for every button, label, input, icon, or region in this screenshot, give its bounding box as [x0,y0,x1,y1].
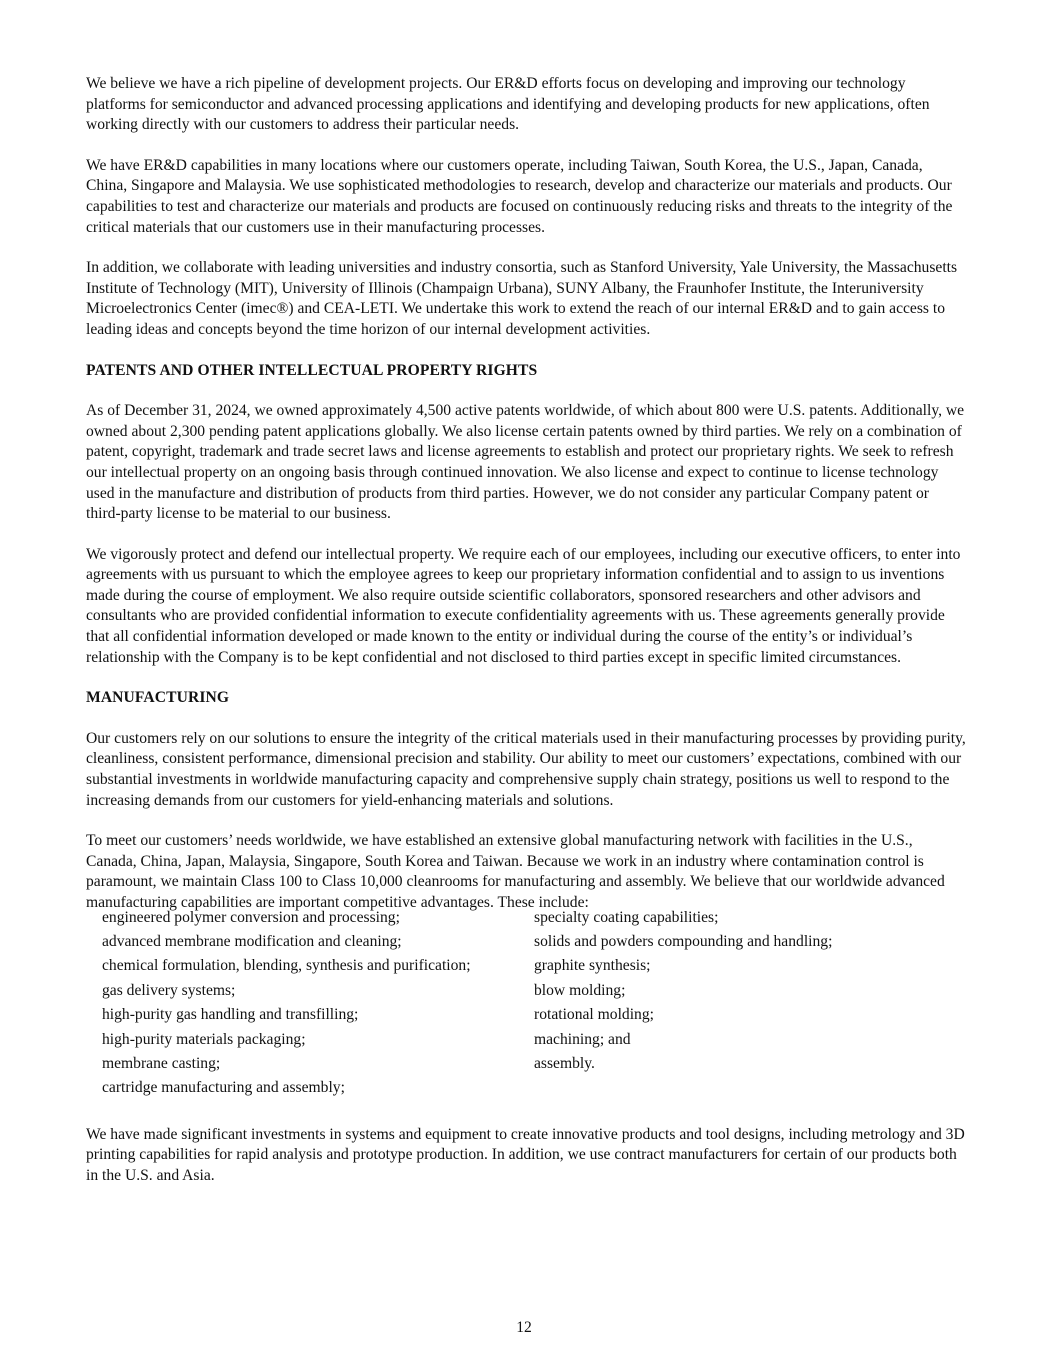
patents-heading: PATENTS AND OTHER INTELLECTUAL PROPERTY RIGHTS [86,361,538,379]
capabilities-list-left [102,908,534,1103]
list-item: specialty coating capabilities; [534,908,719,926]
list-item: cartridge manufacturing and assembly; [102,1079,345,1097]
manufacturing-heading: MANUFACTURING [86,689,230,707]
capabilities-list [102,908,974,1103]
manufacturing-network-paragraph: To meet our customers’ needs worldwide, we have established an extensive global manufacturing network with facilities in the U.S., Canada, China, Japan, Malaysia, Singapore, South Korea and Taiwan. Because we work in an industry where contamination control is paramount, we maintain Class 100 to Class 10,000 cleanrooms for manufacturing and assembly. We believe that our worldwide advanced manufacturing capabilities are important competitive advantages. These include: [86,832,945,911]
list-item: membrane casting; [102,1054,221,1072]
manufacturing-integrity-paragraph: Our customers rely on our solutions to ensure the integrity of the critical materials used in their manufacturing processes by providing purity, cleanliness, consistent performance, dimensional precision and stability. Our ability to meet our customers’ expectations, combined with our substantial investments in worldwide manufacturing capacity and comprehensive supply chain strategy, positions us well to respond to the increasing demands from our customers for yield-enhancing materials and solutions. [86,729,966,809]
page-number: 12 [516,1319,532,1336]
list-item: machining; and [534,1030,631,1048]
manufacturing-investments-paragraph: We have made significant investments in systems and equipment to create innovative products and tool designs, including metrology and 3D printing capabilities for rapid analysis and prototype production. In addition, we use contract manufacturers for certain of our products both in the U.S. and Asia. [86,1125,965,1184]
capabilities-list-right [534,908,974,1103]
list-item: high-purity gas handling and transfilling; [102,1006,359,1024]
erd-collaboration-paragraph: In addition, we collaborate with leading universities and industry consortia, such as Stanford University, Yale University, the Massachusetts Institute of Technology (MIT), University of Illinois (Champaign Urbana), SUNY Albany, the Fraunhofer Institute, the Interuniversity Microelectronics Center (imec®) and CEA-LETI. We undertake this work to extend the reach of our internal ER&D and to gain access to leading ideas and concepts beyond the time horizon of our internal development activities. [86,259,958,338]
list-item: gas delivery systems; [102,981,236,999]
list-item: advanced membrane modification and cleaning; [102,932,402,950]
erd-pipeline-paragraph: We believe we have a rich pipeline of development projects. Our ER&D efforts focus on developing and improving our technology platforms for semiconductor and advanced processing applications and identifying and developing products for new applications, often working directly with our customers to address their particular needs. [86,75,930,134]
patents-protection-paragraph: We vigorously protect and defend our intellectual property. We require each of our employees, including our executive officers, to enter into agreements with us pursuant to which the employee agrees to keep our proprietary information confidential and to assign to us inventions made during the course of employment. We also require outside scientific collaborators, sponsored researchers and other advisors and consultants who are provided confidential information to execute confidentiality agreements with us. These agreements generally provide that all confidential information developed or made known to the entity or individual during the course of the entity’s or individual’s relationship with the Company is to be kept confidential and not disclosed to third parties except in specific limited circumstances. [86,545,961,666]
list-item: engineered polymer conversion and processing; [102,908,400,926]
list-item: high-purity materials packaging; [102,1030,306,1048]
list-item: rotational molding; [534,1006,654,1024]
erd-locations-paragraph: We have ER&D capabilities in many locations where our customers operate, including Taiwan, South Korea, the U.S., Japan, Canada, China, Singapore and Malaysia. We use sophisticated methodologies to research, develop and characterize our materials and products. Our capabilities to test and characterize our materials and products are focused on continuously reducing risks and threats to the integrity of the critical materials that our customers use in their manufacturing processes. [86,156,953,236]
list-item: chemical formulation, blending, synthesis and purification; [102,957,471,975]
list-item: blow molding; [534,981,626,999]
patents-ownership-paragraph: As of December 31, 2024, we owned approximately 4,500 active patents worldwide, of which about 800 were U.S. patents. Additionally, we owned about 2,300 pending patent applications globally. We also license certain patents owned by third parties. We rely on a combination of patent, copyright, trademark and trade secret laws and license agreements to establish and protect our proprietary rights. We seek to refresh our intellectual property on an ongoing basis through continued innovation. We also license and expect to continue to license technology used in the manufacture and distribution of products from third parties. However, we do not consider any particular Company patent or third-party license to be material to our business. [86,402,965,523]
list-item: solids and powders compounding and handling; [534,932,833,950]
document-page [86,74,966,1207]
list-item: graphite synthesis; [534,957,651,975]
list-item: assembly. [534,1054,595,1072]
